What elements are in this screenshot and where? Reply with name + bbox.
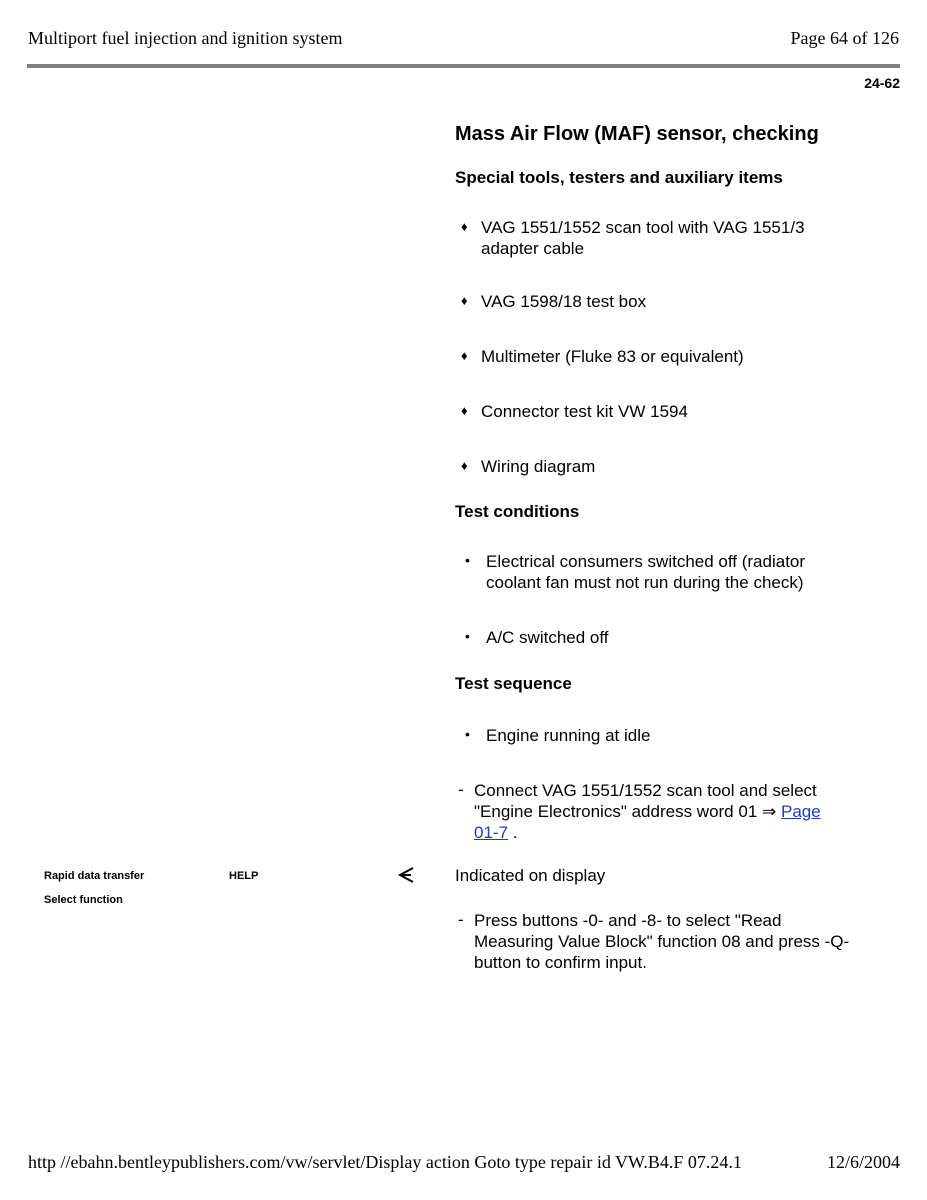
page-link[interactable]: Page xyxy=(780,802,821,821)
list-item: Electrical consumers switched off (radiator coolant fan must not run during the check) xyxy=(486,552,806,592)
list-item: Engine running at idle xyxy=(486,726,651,745)
footer-url: http //ebahn.bentleypublishers.com/vw/servlet/Display action Goto type repair id VW.B4.F 07.24.1 xyxy=(28,1152,742,1172)
bullet-dot-icon: • xyxy=(465,552,470,568)
footer xyxy=(28,1152,900,1173)
page-code: 24-62 xyxy=(864,75,900,91)
list-item: Connector test kit VW 1594 xyxy=(481,402,688,421)
tools-heading: Special tools, testers and auxiliary items xyxy=(455,168,783,187)
display-text-select-function: Select function xyxy=(44,894,123,906)
diamond-bullet-icon: ♦ xyxy=(461,348,468,363)
list-item: VAG 1551/1552 scan tool with VAG 1551/3 adapter cable xyxy=(481,218,805,258)
list-item: Multimeter (Fluke 83 or equivalent) xyxy=(481,347,744,366)
page-link-continued[interactable]: 01-7 xyxy=(474,823,509,842)
pointer-arrow-icon xyxy=(397,866,415,884)
sequence-heading: Test sequence xyxy=(455,674,572,693)
document-title: Multiport fuel injection and ignition system xyxy=(28,28,343,48)
diamond-bullet-icon: ♦ xyxy=(461,458,468,473)
list-item: A/C switched off xyxy=(486,628,609,647)
bullet-dot-icon: • xyxy=(465,726,470,742)
footer-date: 12/6/2004 xyxy=(826,1152,900,1172)
display-text-help: HELP xyxy=(229,870,259,882)
indicated-on-display: Indicated on display xyxy=(455,866,606,885)
list-item: VAG 1598/18 test box xyxy=(481,292,647,311)
section-title: Mass Air Flow (MAF) sensor, checking xyxy=(455,123,819,145)
diamond-bullet-icon: ♦ xyxy=(461,219,468,234)
dash-marker: - xyxy=(458,780,464,799)
page-number: Page 64 of 126 xyxy=(790,28,899,48)
conditions-heading: Test conditions xyxy=(455,502,580,521)
diamond-bullet-icon: ♦ xyxy=(461,293,468,308)
dash-marker: - xyxy=(458,910,464,929)
header-divider xyxy=(27,64,900,68)
diamond-bullet-icon: ♦ xyxy=(461,403,468,418)
step-select-function: Press buttons -0- and -8- to select "Read Measuring Value Block" function 08 and press -Q- button to confirm input. xyxy=(474,911,850,972)
step-connect-scan-tool: Connect VAG 1551/1552 scan tool and select "Engine Electronics" address word 01 ⇒ Page 01-7 . xyxy=(474,781,821,842)
bullet-dot-icon: • xyxy=(465,628,470,644)
list-item: Wiring diagram xyxy=(481,457,596,476)
display-text-rapid-data-transfer: Rapid data transfer xyxy=(44,870,145,882)
